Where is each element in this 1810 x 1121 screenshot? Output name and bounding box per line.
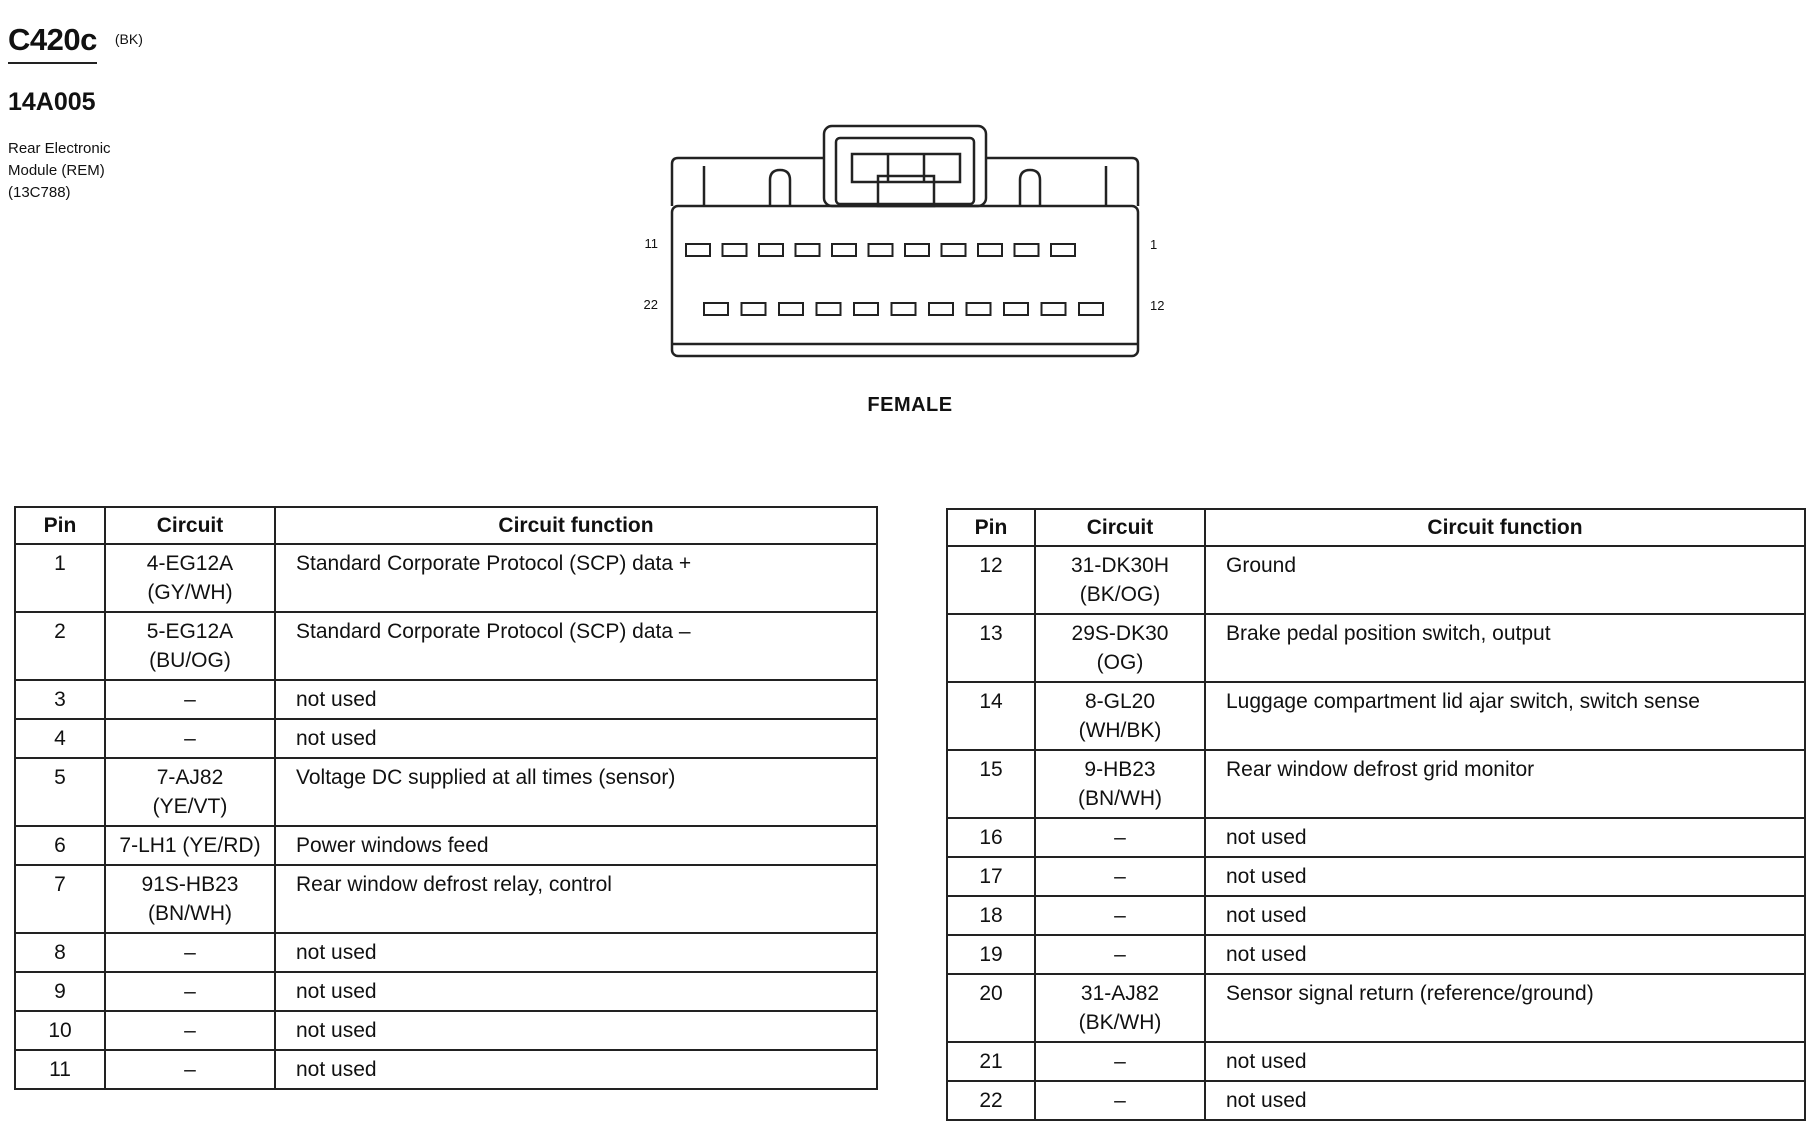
circuit-column-header: Circuit [105,507,275,544]
pin-number-cell: 16 [947,818,1035,857]
pin-label-11: 11 [644,236,658,251]
circuit-id: – [1114,865,1126,888]
circuit-cell [105,719,275,758]
circuit-function-cell: Power windows feed [275,826,877,865]
circuit-function-cell: not used [1205,818,1805,857]
function-column-header: Circuit function [1205,509,1805,546]
pin-label-22: 22 [643,297,658,312]
pin-number-cell: 19 [947,935,1035,974]
table-row [947,546,1805,614]
circuit-cell [1035,896,1205,935]
pin-cavity [817,303,841,315]
circuit-id: – [1114,1089,1126,1112]
pin-number-cell: 20 [947,974,1035,1042]
circuit-id: – [1114,1050,1126,1073]
circuit-function-cell: not used [275,680,877,719]
pin-cavity [905,244,929,256]
circuit-cell [1035,1042,1205,1081]
pin-number-cell: 17 [947,857,1035,896]
wire-color: (BN/WH) [1078,787,1162,810]
circuit-id: – [184,727,196,750]
wire-color: (BU/OG) [149,649,231,672]
pinout-table-right [946,508,1806,1121]
circuit-id: 7-LH1 (YE/RD) [119,834,261,857]
connector-gender-label: FEMALE [867,394,953,416]
pin-cavity [1051,244,1075,256]
circuit-cell [1035,935,1205,974]
circuit-cell [1035,682,1205,750]
pin-cavity [929,303,953,315]
circuit-id: 7-AJ82 [156,766,224,789]
circuit-cell [105,826,275,865]
circuit-cell [105,544,275,612]
circuit-function-cell: not used [1205,1042,1805,1081]
table-row [947,614,1805,682]
pin-cavity [942,244,966,256]
circuit-column-header: Circuit [1035,509,1205,546]
table-row [15,758,877,826]
pin-number-cell: 8 [15,933,105,972]
pin-cavity [869,244,893,256]
table-row [15,826,877,865]
pin-number-cell: 12 [947,546,1035,614]
circuit-cell [105,1050,275,1089]
circuit-cell [1035,546,1205,614]
pin-column-header: Pin [947,509,1035,546]
pin-cavity [967,303,991,315]
wire-color: (BK/WH) [1078,1011,1162,1034]
circuit-id: 4-EG12A [146,552,234,575]
circuit-id: 29S-DK30 [1071,622,1169,645]
latch-slot [852,154,960,182]
pin-cavity [1015,244,1039,256]
connector-face [672,206,1138,356]
circuit-function-cell: Rear window defrost grid monitor [1205,750,1805,818]
circuit-function-cell: not used [275,972,877,1011]
module-description: Rear Electronic Module (REM) (13C788) [8,140,111,201]
pin-cavity [723,244,747,256]
circuit-function-cell: Voltage DC supplied at all times (sensor) [275,758,877,826]
circuit-cell [1035,974,1205,1042]
table-row [15,1050,877,1089]
pin-number-cell: 10 [15,1011,105,1050]
circuit-cell [105,972,275,1011]
connector-id: C420c [8,22,97,64]
circuit-id: – [1114,943,1126,966]
pin-number-cell: 7 [15,865,105,933]
pin-row-bottom [704,303,1103,315]
pin-number-cell: 13 [947,614,1035,682]
pin-number-cell: 18 [947,896,1035,935]
circuit-id: 8-GL20 [1084,690,1156,713]
wire-color: (WH/BK) [1078,719,1162,742]
pin-number-cell: 15 [947,750,1035,818]
pin-label-12: 12 [1150,298,1165,313]
table-row [15,719,877,758]
circuit-id: – [1114,826,1126,849]
pin-cavity [1042,303,1066,315]
pin-cavity [742,303,766,315]
table-row [947,1081,1805,1120]
circuit-function-cell: not used [1205,935,1805,974]
table-row [15,680,877,719]
circuit-function-cell: not used [1205,857,1805,896]
table-row [15,612,877,680]
circuit-function-cell: not used [275,1011,877,1050]
pin-cavity [854,303,878,315]
pin-number-cell: 21 [947,1042,1035,1081]
circuit-function-cell: Brake pedal position switch, output [1205,614,1805,682]
pin-number-cell: 3 [15,680,105,719]
pin-cavity [892,303,916,315]
connector-diagram [640,118,1180,418]
table-row [947,974,1805,1042]
circuit-cell [105,933,275,972]
pin-number-cell: 4 [15,719,105,758]
part-number: 14A005 [8,88,96,116]
wire-color: (OG) [1096,651,1144,674]
connector-header [8,22,143,64]
circuit-cell [105,680,275,719]
pin-cavity [1004,303,1028,315]
circuit-id: 31-AJ82 [1080,982,1160,1005]
pin-number-cell: 11 [15,1050,105,1089]
pin-number-cell: 9 [15,972,105,1011]
table-row [947,1042,1805,1081]
pin-cavity [1079,303,1103,315]
connector-face-drawing [640,118,1180,378]
circuit-id: 31-DK30H [1070,554,1170,577]
table-row [947,682,1805,750]
pin-label-1: 1 [1150,237,1158,252]
circuit-id: – [184,980,196,1003]
circuit-cell [1035,818,1205,857]
table-row [15,972,877,1011]
circuit-function-cell: not used [1205,1081,1805,1120]
circuit-cell [1035,1081,1205,1120]
table-row [947,896,1805,935]
pin-cavity [686,244,710,256]
circuit-id: 9-HB23 [1084,758,1156,781]
circuit-function-cell: not used [275,719,877,758]
pin-number-cell: 5 [15,758,105,826]
circuit-id: – [184,1058,196,1081]
table-row [15,1011,877,1050]
circuit-function-cell: not used [275,933,877,972]
circuit-function-cell: not used [1205,896,1805,935]
function-column-header: Circuit function [275,507,877,544]
table-row [947,857,1805,896]
table-row [15,865,877,933]
pin-cavity [704,303,728,315]
circuit-function-cell: not used [275,1050,877,1089]
circuit-id: – [184,941,196,964]
circuit-cell [105,1011,275,1050]
circuit-function-cell: Standard Corporate Protocol (SCP) data + [275,544,877,612]
pin-row-top [686,244,1075,256]
wire-color: (BK/OG) [1079,583,1161,606]
table-row [947,935,1805,974]
pin-cavity [796,244,820,256]
connector-color-code: (BK) [114,31,143,47]
circuit-id: – [184,1019,196,1042]
wire-color: (BN/WH) [148,902,232,925]
pin-cavity [779,303,803,315]
pin-number-cell: 22 [947,1081,1035,1120]
circuit-function-cell: Sensor signal return (reference/ground) [1205,974,1805,1042]
circuit-cell [105,758,275,826]
circuit-cell [105,612,275,680]
wire-color: (YE/VT) [152,795,228,818]
table-row [15,544,877,612]
circuit-function-cell: Luggage compartment lid ajar switch, switch sense [1205,682,1805,750]
pin-cavity [832,244,856,256]
table-row [15,933,877,972]
circuit-id: – [184,688,196,711]
circuit-function-cell: Rear window defrost relay, control [275,865,877,933]
pin-number-cell: 14 [947,682,1035,750]
circuit-id: – [1114,904,1126,927]
circuit-function-cell: Ground [1205,546,1805,614]
circuit-cell [1035,614,1205,682]
circuit-cell [105,865,275,933]
circuit-function-cell: Standard Corporate Protocol (SCP) data – [275,612,877,680]
circuit-cell [1035,857,1205,896]
table-row [947,818,1805,857]
pin-cavity [759,244,783,256]
wire-color: (GY/WH) [147,581,233,604]
table-row [947,750,1805,818]
pinout-table-left [14,506,878,1090]
circuit-id: 91S-HB23 [141,873,239,896]
circuit-cell [1035,750,1205,818]
pin-number-cell: 1 [15,544,105,612]
pin-number-cell: 2 [15,612,105,680]
pin-column-header: Pin [15,507,105,544]
circuit-id: 5-EG12A [146,620,234,643]
pin-number-cell: 6 [15,826,105,865]
pin-cavity [978,244,1002,256]
